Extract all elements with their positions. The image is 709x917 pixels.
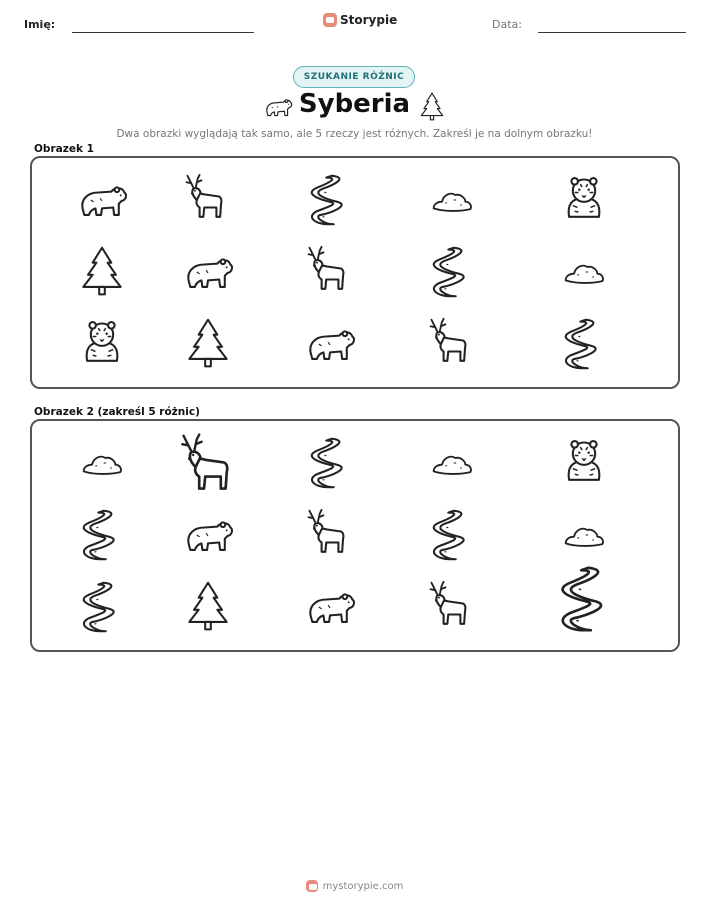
bear-icon bbox=[302, 316, 358, 372]
panel1-label: Obrazek 1 bbox=[34, 143, 94, 155]
deer-icon[interactable] bbox=[302, 507, 358, 563]
date-field[interactable] bbox=[538, 32, 686, 33]
snow-pile-icon[interactable] bbox=[77, 438, 127, 488]
picture-2-panel[interactable] bbox=[30, 419, 680, 652]
footer-url: mystorypie.com bbox=[322, 880, 404, 892]
name-field[interactable] bbox=[72, 32, 254, 33]
storypie-logo-icon bbox=[323, 13, 337, 27]
bear-icon bbox=[74, 172, 130, 228]
pine-tree-icon[interactable] bbox=[180, 579, 236, 635]
deer-icon bbox=[424, 316, 480, 372]
category-badge: SZUKANIE RÓŻNIC bbox=[293, 66, 415, 88]
river-icon[interactable] bbox=[550, 563, 622, 635]
snow-pile-icon[interactable] bbox=[559, 510, 609, 560]
date-label: Data: bbox=[492, 18, 522, 31]
river-icon bbox=[424, 244, 480, 300]
deer-icon bbox=[302, 244, 358, 300]
title-pine-tree-icon bbox=[416, 91, 448, 121]
tiger-icon bbox=[556, 172, 612, 228]
deer-icon[interactable] bbox=[174, 431, 246, 503]
tiger-icon bbox=[74, 316, 130, 372]
brand-name: Storypie bbox=[340, 13, 398, 27]
river-icon bbox=[302, 172, 358, 228]
footer bbox=[0, 880, 709, 892]
pine-tree-icon bbox=[74, 244, 130, 300]
river-icon[interactable] bbox=[302, 435, 358, 491]
snow-pile-icon bbox=[427, 175, 477, 225]
river-icon[interactable] bbox=[424, 507, 480, 563]
page-title: Syberia bbox=[298, 89, 411, 119]
river-icon bbox=[556, 316, 612, 372]
panel2-label: Obrazek 2 (zakreśl 5 różnic) bbox=[34, 406, 200, 418]
picture-1-panel bbox=[30, 156, 680, 389]
deer-icon bbox=[180, 172, 236, 228]
snow-pile-icon[interactable] bbox=[427, 438, 477, 488]
instructions: Dwa obrazki wyglądają tak samo, ale 5 rzeczy jest różnych. Zakreśl je na dolnym obrazku! bbox=[116, 128, 593, 140]
brand bbox=[323, 13, 397, 27]
river-icon[interactable] bbox=[74, 579, 130, 635]
bear-icon[interactable] bbox=[302, 579, 358, 635]
bear-icon bbox=[180, 244, 236, 300]
name-label: Imię: bbox=[24, 18, 56, 31]
river-icon[interactable] bbox=[74, 507, 130, 563]
snow-pile-icon bbox=[559, 247, 609, 297]
pine-tree-icon bbox=[180, 316, 236, 372]
tiger-icon[interactable] bbox=[556, 435, 612, 491]
footer-logo-icon bbox=[306, 880, 318, 892]
bear-icon[interactable] bbox=[180, 507, 236, 563]
deer-icon[interactable] bbox=[424, 579, 480, 635]
